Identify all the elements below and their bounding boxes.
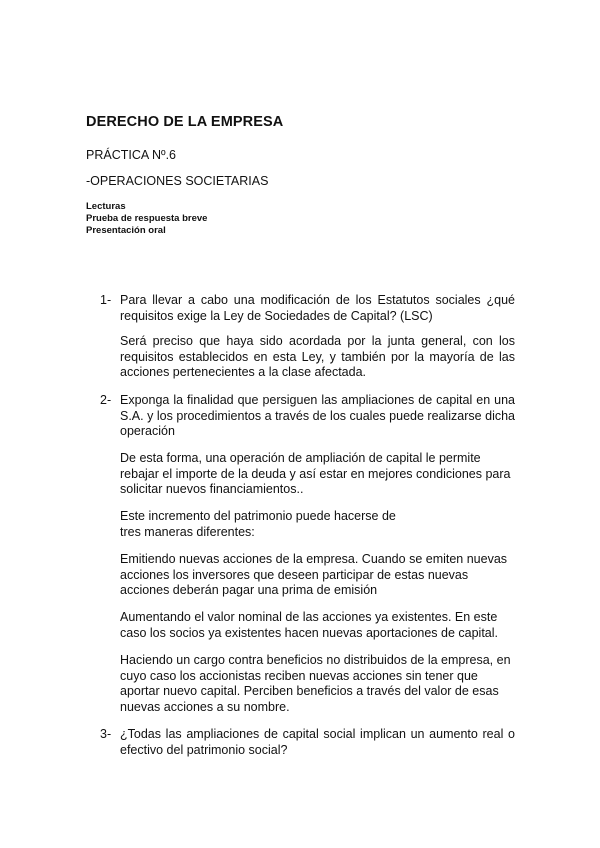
activity-item: Prueba de respuesta breve <box>86 213 208 224</box>
answer-paragraph: Aumentando el valor nominal de las acciones ya existentes. En este caso los socios ya existentes hacen nuevas aportaciones de capital. <box>120 610 499 640</box>
question-text: Exponga la finalidad que persiguen las ampliaciones de capital en una S.A. y los procedimientos a través de los cuales puede realizarse dicha operación <box>120 393 515 438</box>
activity-item: Presentación oral <box>86 225 166 236</box>
question-3 <box>100 727 515 758</box>
activity-list <box>86 201 207 237</box>
question-number: 3- <box>100 727 112 741</box>
answer-paragraph: De esta forma, una operación de ampliación de capital le permite rebajar el importe de la deuda y así estar en mejores condiciones para solicitar nuevos financiamientos.. <box>120 451 511 496</box>
answer-paragraph: Será preciso que haya sido acordada por la junta general, con los requisitos establecidos en esta Ley, y también por la mayoría de las acciones pertenecientes a la clase afectada. <box>120 334 515 379</box>
practice-number: PRÁCTICA Nº.6 <box>86 148 177 162</box>
answer-paragraph: Emitiendo nuevas acciones de la empresa. Cuando se emiten nuevas acciones los inversores que deseen participar de estas nuevas acciones deberán pagar una prima de emisión <box>120 552 508 597</box>
question-text: Para llevar a cabo una modificación de los Estatutos sociales ¿qué requisitos exige la Ley de Sociedades de Capital? (LSC) <box>120 293 515 323</box>
answer-paragraph: Este incremento del patrimonio puede hacerse de tres maneras diferentes: <box>120 509 396 539</box>
document-title: DERECHO DE LA EMPRESA <box>86 114 284 130</box>
activity-item: Lecturas <box>86 201 126 212</box>
question-text: ¿Todas las ampliaciones de capital social implican un aumento real o efectivo del patrimonio social? <box>120 727 515 757</box>
question-2 <box>100 393 515 440</box>
question-number: 1- <box>100 293 112 307</box>
question-1 <box>100 293 515 324</box>
question-number: 2- <box>100 393 112 407</box>
topic-heading: -OPERACIONES SOCIETARIAS <box>86 174 269 188</box>
answer-paragraph: Haciendo un cargo contra beneficios no distribuidos de la empresa, en cuyo caso los accionistas reciben nuevas acciones sin tener que aportar nuevo capital. Perciben beneficios a través del valor de esas nuevas acciones a su nombre. <box>120 653 511 714</box>
